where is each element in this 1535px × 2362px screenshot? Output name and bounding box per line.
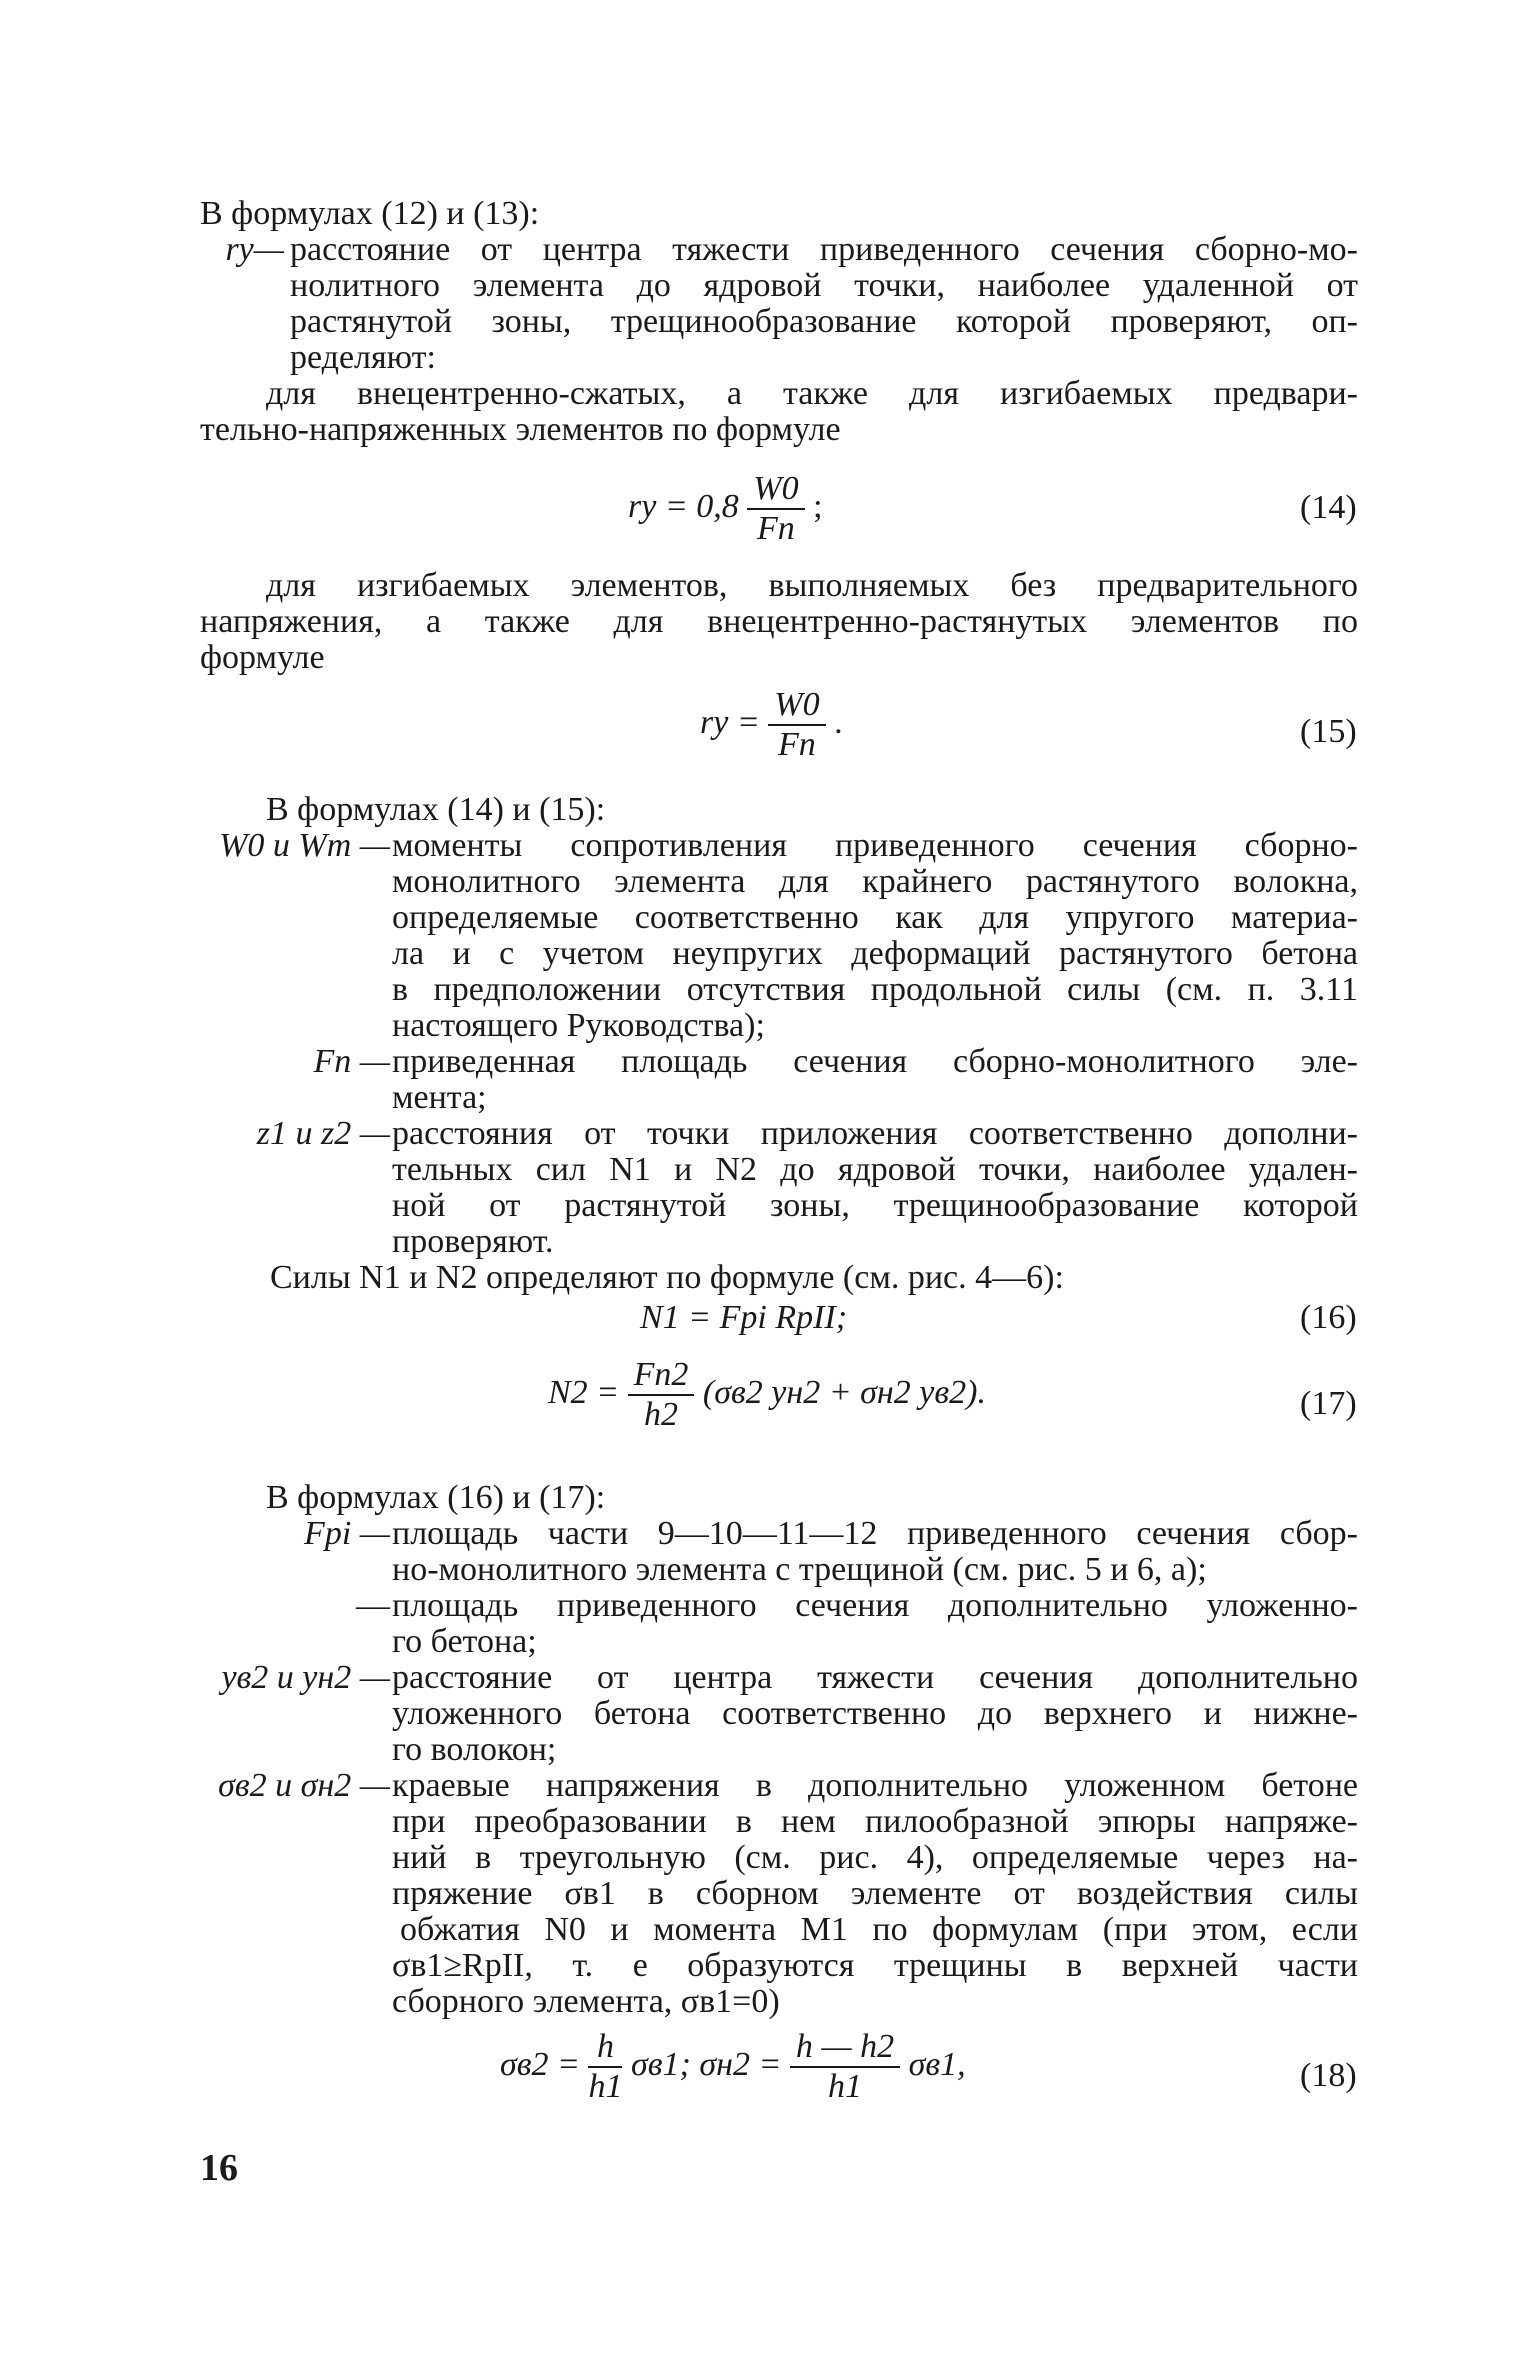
ry-def-line: расстояние от центра тяжести приведенного сечения сборно-мо-: [290, 231, 1358, 268]
equation-15-tail: .: [834, 703, 843, 741]
equation-18-label: (18): [1300, 2057, 1357, 2094]
dash-def-line: площадь приведенного сечения дополнительно уложенно-: [392, 1587, 1358, 1624]
y-def-line: уложенного бетона соответственно до верхнего и нижне-: [392, 1695, 1358, 1732]
equation-18-fraction-1: [588, 2028, 622, 2106]
equation-17-fraction: [628, 1356, 695, 1434]
equation-18-numerator-2: h — h2: [790, 2028, 900, 2068]
w-def-line: ла и с учетом неупругих деформаций растянутого бетона: [392, 935, 1358, 972]
equation-18-fraction-2: [790, 2028, 900, 2106]
z-symbol: z1 и z2 —: [256, 1115, 390, 1152]
sigma-def-line: ний в треугольную (см. рис. 4), определяемые через на-: [392, 1839, 1358, 1876]
equation-18-numerator-1: h: [588, 2028, 622, 2068]
sigma-def-line: обжатия N0 и момента M1 по формулам (при этом, если: [400, 1911, 1358, 1948]
intro-formulas-12-13: В формулах (12) и (13):: [200, 195, 540, 232]
equation-15-lhs: ry =: [700, 703, 760, 741]
z-def-line: расстояния от точки приложения соответственно дополни-: [392, 1115, 1358, 1152]
equation-18-mid: σв1; σн2 =: [630, 2045, 782, 2083]
equation-14-tail: ;: [813, 487, 823, 525]
equation-17-label: (17): [1300, 1385, 1357, 1422]
fpi-def-line: но-монолитного элемента с трещиной (см. рис. 5 и 6, а);: [392, 1551, 1207, 1588]
equation-15-fraction: [768, 686, 825, 764]
w-symbol: W0 и Wт —: [219, 827, 390, 864]
paragraph-line: напряжения, а также для внецентренно-растянутых элементов по: [200, 603, 1358, 640]
z-def-line: ной от растянутой зоны, трещинообразование которой: [392, 1187, 1358, 1224]
w-def-line: моменты сопротивления приведенного сечения сборно-: [392, 827, 1358, 864]
ry-def-line: растянутой зоны, трещинообразование которой проверяют, оп-: [290, 303, 1358, 340]
y-symbol: yв2 и yн2 —: [221, 1659, 390, 1696]
equation-14: [628, 470, 823, 548]
equation-14-numerator: W0: [747, 470, 804, 510]
equation-18-denominator-1: h1: [588, 2068, 623, 2105]
page-number: 16: [200, 2147, 238, 2189]
sigma-def-line: σв1≥RpII, т. е образуются трещины в верхней части: [392, 1947, 1358, 1984]
ry-def-line: нолитного элемента до ядровой точки, наиболее удаленной от: [290, 267, 1358, 304]
equation-18: [500, 2028, 966, 2106]
equation-15-label: (15): [1300, 713, 1357, 750]
sigma-symbol: σв2 и σн2 —: [218, 1767, 390, 1804]
equation-15: [700, 686, 843, 764]
paragraph-line: для внецентренно-сжатых, а также для изгибаемых предвари-: [266, 375, 1358, 412]
paragraph-line: тельно-напряженных элементов по формуле: [200, 411, 841, 448]
equation-15-denominator: Fп: [778, 726, 816, 763]
equation-18-tail: σв1,: [908, 2045, 966, 2083]
equation-18-denominator-2: h1: [828, 2068, 863, 2105]
z-def-line: тельных сил N1 и N2 до ядровой точки, наиболее удален-: [392, 1151, 1358, 1188]
equation-17: [548, 1356, 986, 1434]
w-def-line: в предположении отсутствия продольной силы (см. п. 3.11: [392, 971, 1358, 1008]
equation-17-numerator: Fп2: [628, 1356, 695, 1396]
w-def-line: определяемые соответственно как для упругого материа-: [392, 899, 1358, 936]
dash-def-line: го бетона;: [392, 1623, 537, 1660]
equation-14-denominator: Fп: [757, 510, 795, 547]
fp-def-line: мента;: [392, 1079, 487, 1116]
paragraph-line: для изгибаемых элементов, выполняемых без предварительного: [266, 567, 1358, 604]
equation-14-fraction: [747, 470, 804, 548]
equation-15-numerator: W0: [768, 686, 825, 726]
equation-16-label: (16): [1300, 1299, 1357, 1336]
sigma-def-line: при преобразовании в нем пилообразной эпюры напряже-: [392, 1803, 1358, 1840]
equation-14-lhs: ry = 0,8: [628, 487, 739, 525]
fpi-def-line: площадь части 9—10—11—12 приведенного сечения сбор-: [392, 1515, 1358, 1552]
equation-17-tail: (σв2 yн2 + σн2 yв2).: [702, 1373, 986, 1411]
equation-16: N1 = Fpi RpII;: [640, 1299, 848, 1336]
fpi-symbol: Fpi —: [304, 1515, 390, 1552]
equation-17-lhs: N2 =: [548, 1373, 620, 1411]
w-def-line: настоящего Руководства);: [392, 1007, 765, 1044]
ry-symbol: ry—: [225, 231, 284, 268]
sigma-def-line: пряжение σв1 в сборном элементе от воздействия силы: [392, 1875, 1358, 1912]
paragraph-line: формуле: [200, 639, 325, 676]
equation-18-lhs1: σв2 =: [500, 2045, 580, 2083]
y-def-line: го волокон;: [392, 1731, 557, 1768]
w-def-line: монолитного элемента для крайнего растянутого волокна,: [392, 863, 1358, 900]
fp-symbol: Fп —: [313, 1043, 390, 1080]
sigma-def-line: краевые напряжения в дополнительно уложенном бетоне: [392, 1767, 1358, 1804]
equation-14-label: (14): [1300, 489, 1357, 526]
ry-def-line: ределяют:: [290, 339, 436, 376]
y-def-line: расстояние от центра тяжести сечения дополнительно: [392, 1659, 1358, 1696]
equation-17-denominator: h2: [644, 1396, 679, 1433]
intro-formulas-16-17: В формулах (16) и (17):: [266, 1479, 606, 1516]
sigma-def-line: сборного элемента, σв1=0): [392, 1983, 780, 2020]
fp-def-line: приведенная площадь сечения сборно-монолитного эле-: [392, 1043, 1358, 1080]
dash-symbol: —: [356, 1587, 390, 1624]
forces-line: Силы N1 и N2 определяют по формуле (см. рис. 4—6):: [270, 1259, 1064, 1296]
z-def-line: проверяют.: [392, 1223, 554, 1260]
intro-formulas-14-15: В формулах (14) и (15):: [266, 791, 606, 828]
